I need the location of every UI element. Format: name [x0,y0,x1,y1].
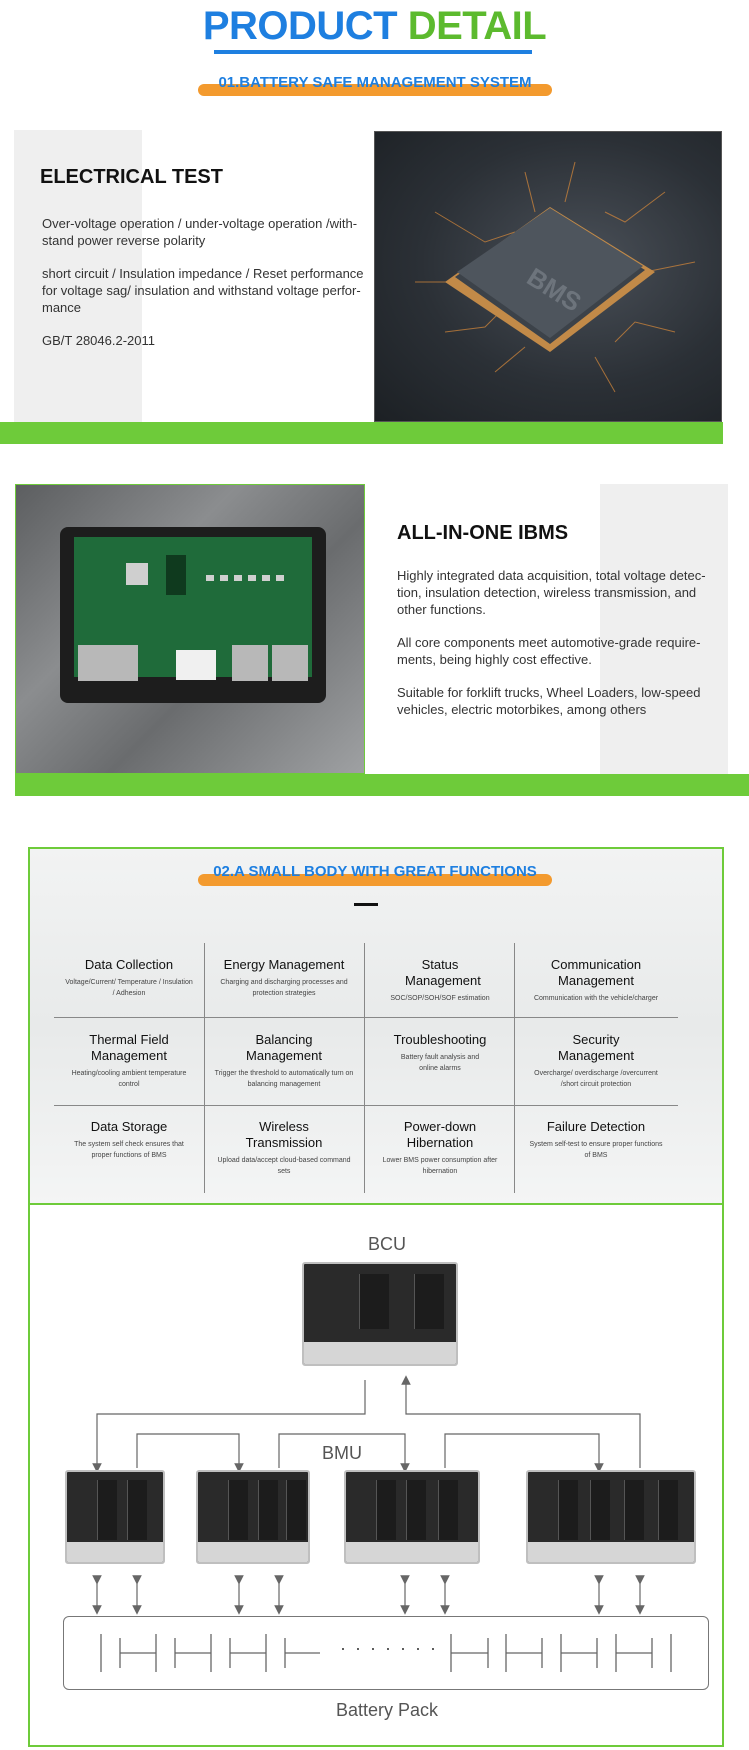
bmu-board [344,1470,480,1564]
feature-desc: Lower BMS power consumption after hibernation [382,1157,498,1175]
feature-title: Wireless Transmission [245,1119,323,1150]
feature-desc: System self-test to ensure proper functions of BMS [529,1141,663,1159]
bmu-board-module [658,1480,678,1540]
feature-desc: Voltage/Current/ Temperature / Insulation / Adhesion [65,979,193,997]
ibms-para-2: All core components meet automotive-grade require-ments, being highly cost effective. [397,635,701,667]
bmu-board [196,1470,310,1564]
feature-title: Energy Management [223,957,345,972]
electrical-test-para-2: short circuit / Insulation impedance / Reset performance for voltage sag/ insulation and withstand voltage perfor-mance [42,266,364,315]
bmu-board-module [127,1480,147,1540]
feature-title: Power-down Hibernation [403,1119,477,1150]
feature-title: Data Storage [90,1119,168,1134]
ibms-para-3: Suitable for forklift trucks, Wheel Loaders, low-speed vehicles, electric motorbikes, among others [397,685,701,717]
electrical-test-title: ELECTRICAL TEST [40,166,223,188]
ibms-para-1: Highly integrated data acquisition, total voltage detec-tion, insulation detection, wireless transmission, and other functions. [397,568,706,617]
page-title-part2: DETAIL [407,4,547,48]
feature-title: Balancing Management [246,1032,322,1063]
bmu-board-module [558,1480,578,1540]
feature-desc: The system self check ensures that proper functions of BMS [74,1141,184,1159]
section2-heading: 02.A SMALL BODY WITH GREAT FUNCTIONS [213,863,537,880]
bmu-board-module [228,1480,248,1540]
bmu-board-module [406,1480,426,1540]
bmu-board-module [624,1480,644,1540]
feature-desc: SOC/SOP/SOH/SOF estimation [390,995,490,1002]
feature-desc: Upload data/accept cloud-based command sets [217,1157,351,1175]
electrical-test-para-3: GB/T 28046.2-2011 [42,333,155,348]
feature-title: Status Management [405,957,481,988]
bmu-label: BMU [322,1443,362,1463]
feature-title: Data Collection [84,957,174,972]
page-title-part1: PRODUCT [202,4,398,48]
bmu-board [526,1470,696,1564]
bmu-board-module [590,1480,610,1540]
electrical-test-para-1: Over-voltage operation / under-voltage operation /with-stand power reverse polarity [42,216,358,248]
ibms-title: ALL-IN-ONE IBMS [397,522,569,544]
bms-chip-label: BMS [521,261,587,318]
bmu-board-tray [198,1542,308,1562]
bmu-board-module [258,1480,278,1540]
feature-desc: Charging and discharging processes and protection strategies [220,979,348,997]
bmu-board [65,1470,165,1564]
feature-desc: Battery fault analysis and online alarms [400,1054,480,1072]
bmu-board-module [376,1480,396,1540]
bmu-board-tray [346,1542,478,1562]
battery-pack-ellipsis: · · · · · · · [340,1638,438,1658]
bmu-board-module [438,1480,458,1540]
feature-desc: Heating/cooling ambient temperature control [71,1070,187,1088]
feature-desc: Trigger the threshold to automatically turn on balancing management [214,1070,354,1088]
feature-desc: Overcharge/ overdischarge /overcurrent /short circuit protection [534,1070,658,1088]
bmu-board-module [286,1480,306,1540]
feature-title: Troubleshooting [393,1032,487,1047]
section1-heading: 01.BATTERY SAFE MANAGEMENT SYSTEM [218,74,532,91]
bmu-board-module [97,1480,117,1540]
feature-desc: Communication with the vehicle/charger [533,995,659,1002]
feature-title: Thermal Field Management [89,1032,169,1063]
feature-title: Security Management [558,1032,634,1063]
bmu-board-tray [528,1542,694,1562]
bmu-board-tray [67,1542,163,1562]
feature-title: Communication Management [550,957,642,988]
feature-title: Failure Detection [546,1119,646,1134]
bcu-label: BCU [367,1234,406,1254]
battery-pack-label: Battery Pack [335,1700,439,1720]
